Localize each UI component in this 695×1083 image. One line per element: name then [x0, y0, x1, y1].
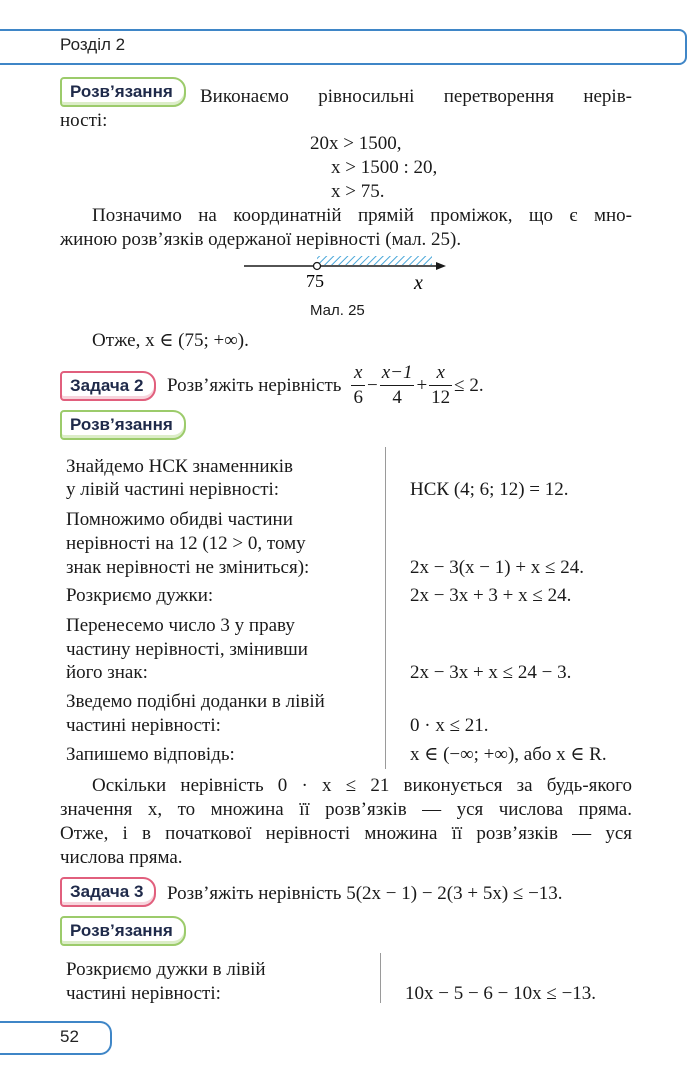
conclusion-line-1: Оскільки нерівність 0 · x ≤ 21 виконується за будь-якого [92, 775, 632, 796]
task3-label: Задача 3 [60, 877, 156, 907]
fraction-2: $\frac{x-1}{4}$ [381, 361, 413, 408]
solution-intro-line2: ності: [60, 110, 108, 131]
solution-label-2: Розв’язання [60, 410, 186, 440]
open-point [314, 263, 321, 270]
solution-step-1: 20x > 1500, [310, 133, 402, 154]
step-row-4-left-2: частину нерівності, змінивши [66, 639, 308, 660]
task3-row-1-right: 10x − 5 − 6 − 10x ≤ −13. [405, 983, 597, 1004]
step-row-5-left-1: Зведемо подібні доданки в лівій [66, 691, 325, 712]
axis-arrow [436, 262, 446, 270]
task2-label: Задача 2 [60, 371, 156, 401]
number-line-paragraph-line1: Позначимо на координатній прямій проміжок, що є мно- [92, 205, 632, 226]
section-label: Розділ 2 [60, 35, 126, 54]
step-row-4-left-3: його знак: [66, 662, 148, 683]
task2-prompt-tail: ≤ 2. [454, 374, 484, 396]
conclusion-line-4: числова пряма. [60, 847, 183, 868]
fraction-3: $\frac{x}{12}$ [431, 361, 451, 408]
solution-label: Розв’язання [60, 77, 186, 107]
number-line-paragraph-line2: жиною розв’язків одержаної нерівності (мал. 25). [60, 229, 462, 250]
step-row-4-right: 2x − 3x + x ≤ 24 − 3. [410, 662, 572, 683]
solution-intro-line1: Виконаємо рівносильні перетворення нерів- [200, 86, 632, 107]
table-divider-2 [380, 953, 381, 1003]
step-row-2-left-3: знак нерівності не зміниться): [66, 557, 310, 578]
table-divider [385, 447, 386, 769]
step-row-5-left-2: частині нерівності: [66, 715, 221, 736]
step-row-1-right: НСК (4; 6; 12) = 12. [410, 479, 569, 500]
task2-prompt [167, 359, 484, 411]
step-row-1-left-2: у лівій частині нерівності: [66, 479, 280, 500]
step-row-1-left-1: Знайдемо НСК знаменників [66, 456, 294, 477]
step-row-3-right: 2x − 3x + 3 + x ≤ 24. [410, 585, 572, 606]
step-row-6-right: x ∈ (−∞; +∞), або x ∈ R. [410, 744, 607, 765]
task3-row-1-left-1: Розкриємо дужки в лівій [66, 959, 266, 980]
step-row-2-right: 2x − 3(x − 1) + x ≤ 24. [410, 557, 584, 578]
solution-step-2: x > 1500 : 20, [331, 157, 438, 178]
conclusion-line-2: значення x, то множина її розв’язків — уся числова пряма. [60, 799, 632, 820]
plus-sign: + [416, 374, 428, 396]
axis-label: x [414, 272, 423, 294]
section-header [0, 29, 687, 65]
task3-prompt: Розв’яжіть нерівність 5(2x − 1) − 2(3 + 5x) ≤ −13. [167, 883, 563, 904]
step-row-6-left-1: Запишемо відповідь: [66, 744, 235, 765]
task2-prompt-text: Розв’яжіть нерівність [167, 374, 342, 396]
figure-caption: Мал. 25 [310, 302, 365, 319]
solution-label-3: Розв’язання [60, 916, 186, 946]
solution-interval-hatch [317, 256, 432, 265]
conclusion-line-3: Отже, і в початкової нерівності множина її розв’язків — уся [60, 823, 632, 844]
step-row-3-left-1: Розкриємо дужки: [66, 585, 214, 606]
step-row-4-left-1: Перенесемо число 3 у праву [66, 615, 295, 636]
step-row-5-right: 0 · x ≤ 21. [410, 715, 489, 736]
page-number: 52 [60, 1027, 79, 1046]
step-row-2-left-2: нерівності на 12 (12 > 0, тому [66, 533, 306, 554]
fraction-1: $\frac{x}{6}$ [353, 361, 363, 408]
solution-answer: Отже, x ∈ (75; +∞). [92, 330, 249, 351]
solution-step-3: x > 75. [331, 181, 385, 202]
minus-sign: − [366, 374, 378, 396]
number-line-figure [240, 250, 450, 295]
task3-row-1-left-2: частині нерівності: [66, 983, 221, 1004]
point-label: 75 [306, 271, 324, 291]
step-row-2-left-1: Помножимо обидві частини [66, 509, 293, 530]
page-number-box [0, 1021, 112, 1055]
